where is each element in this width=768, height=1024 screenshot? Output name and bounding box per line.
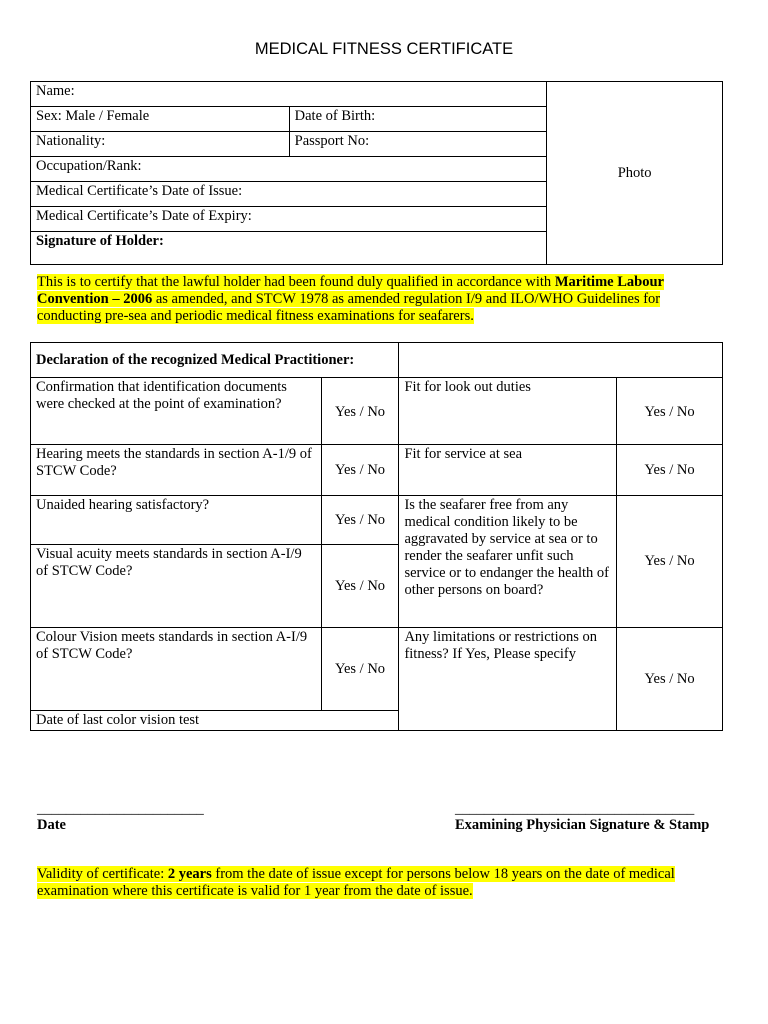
q-lookout: Fit for look out duties (399, 378, 617, 445)
q-condition: Is the seafarer free from any medical condition likely to be aggravated by service at sea or to render the seafarer unfit such service or to endanger the health of other persons on board? (399, 496, 617, 628)
q-hearing: Hearing meets the standards in section A-1/9 of STCW Code? (31, 445, 322, 496)
certify-convention: Maritime Labour Convention – 2006 (37, 274, 664, 307)
declaration-heading-blank (399, 343, 723, 378)
issue-date-field[interactable]: Medical Certificate’s Date of Issue: (31, 182, 547, 207)
q-id-docs: Confirmation that identification documents were checked at the point of examination? (31, 378, 322, 445)
declaration-heading: Declaration of the recognized Medical Practitioner: (31, 343, 399, 378)
certification-statement (37, 274, 727, 325)
q-limitations: Any limitations or restrictions on fitness? If Yes, Please specify (399, 628, 617, 731)
yes-no-condition[interactable]: Yes / No (617, 496, 723, 628)
dob-field[interactable]: Date of Birth: (289, 107, 547, 132)
certify-text-2: as amended, and STCW 1978 as amended regulation I/9 and ILO/WHO Guidelines for conducting pre-sea and periodic medical fitness examinations for seafarers. (37, 291, 661, 324)
date-signature-line: _______________________ (37, 801, 204, 817)
yes-no-id-docs[interactable]: Yes / No (321, 378, 399, 445)
document-title: MEDICAL FITNESS CERTIFICATE (254, 40, 514, 58)
validity-text-1: Validity of certificate: (37, 866, 168, 882)
validity-years: 2 years (167, 866, 212, 882)
date-label: Date (37, 817, 66, 833)
name-field[interactable]: Name: (31, 82, 547, 107)
yes-no-limitations[interactable]: Yes / No (617, 628, 723, 731)
photo-label: Photo (617, 164, 652, 181)
q-service: Fit for service at sea (399, 445, 617, 496)
q-unaided: Unaided hearing satisfactory? (31, 496, 322, 545)
photo-box[interactable] (547, 82, 723, 265)
q-colour: Colour Vision meets standards in section A-I/9 of STCW Code? (31, 628, 322, 711)
yes-no-hearing[interactable]: Yes / No (321, 445, 399, 496)
passport-field[interactable]: Passport No: (289, 132, 547, 157)
validity-statement (37, 866, 727, 900)
q-last-color-test[interactable]: Date of last color vision test (31, 711, 399, 731)
yes-no-service[interactable]: Yes / No (617, 445, 723, 496)
certify-text-1: This is to certify that the lawful holder had been found duly qualified in accordance with (37, 274, 555, 290)
expiry-date-field[interactable]: Medical Certificate’s Date of Expiry: (31, 207, 547, 232)
physician-signature-line: _________________________________ (455, 801, 695, 817)
yes-no-unaided[interactable]: Yes / No (321, 496, 399, 545)
nationality-field[interactable]: Nationality: (31, 132, 290, 157)
holder-signature-field[interactable]: Signature of Holder: (31, 232, 547, 265)
physician-signature-label: Examining Physician Signature & Stamp (455, 817, 710, 833)
yes-no-colour[interactable]: Yes / No (321, 628, 399, 711)
sex-field[interactable]: Sex: Male / Female (31, 107, 290, 132)
holder-details-table (30, 81, 723, 265)
yes-no-visual[interactable]: Yes / No (321, 545, 399, 628)
yes-no-lookout[interactable]: Yes / No (617, 378, 723, 445)
q-visual: Visual acuity meets standards in section A-I/9 of STCW Code? (31, 545, 322, 628)
occupation-field[interactable]: Occupation/Rank: (31, 157, 547, 182)
validity-text-2: from the date of issue except for persons below 18 years on the date of medical examination where this certificate is valid for 1 year from the date of issue. (37, 866, 675, 899)
declaration-table (30, 342, 723, 731)
